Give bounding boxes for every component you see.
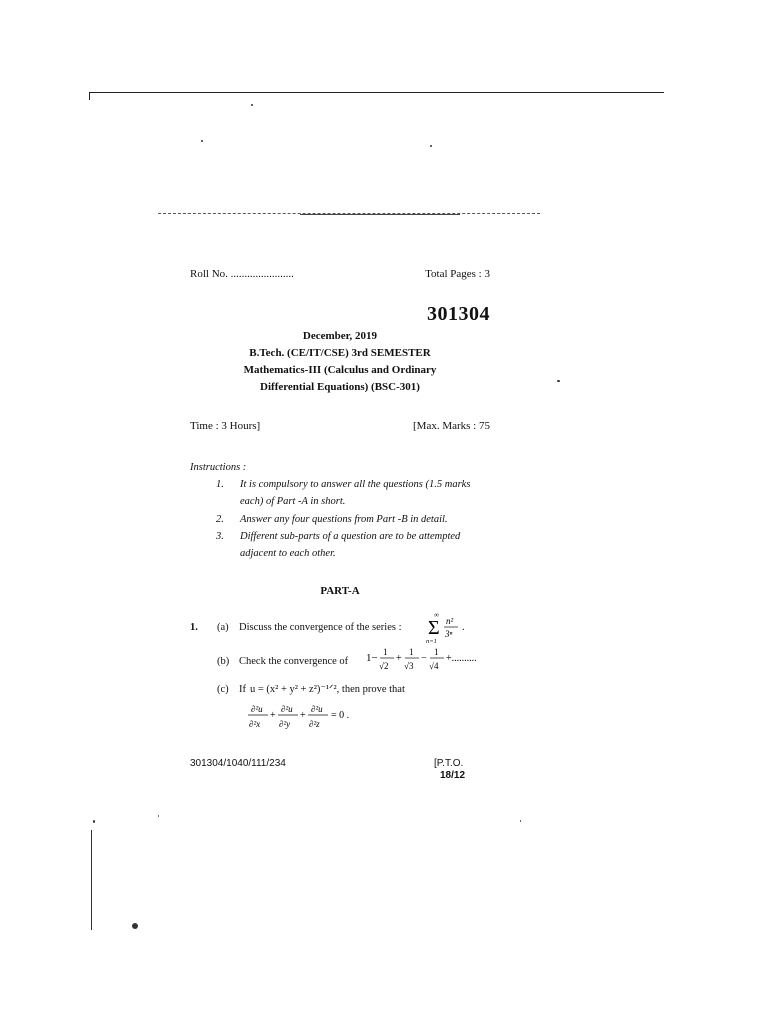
question-c-if: If [239, 684, 246, 695]
scan-speck [201, 140, 203, 142]
instruction-text [240, 476, 492, 510]
scan-speck [158, 815, 159, 817]
svg-text:∂²y: ∂²y [279, 719, 291, 729]
svg-text:+: + [300, 710, 306, 721]
footer-code: 301304/1040/111/234 [190, 758, 286, 769]
svg-text:+: + [270, 710, 276, 721]
exam-course: B.Tech. (CE/IT/CSE) 3rd SEMESTER [249, 347, 431, 359]
part-a-heading: PART-A [320, 585, 360, 597]
svg-text:n²: n² [446, 616, 454, 626]
question-c-text: u = (x² + y² + z²)⁻¹ᐟ², then prove that [250, 684, 405, 695]
scan-speck [520, 820, 521, 822]
instruction-number: 1. [216, 479, 224, 490]
instruction-number: 2. [216, 514, 224, 525]
svg-text:= 0 .: = 0 . [331, 710, 350, 721]
instruction-text [240, 528, 492, 562]
instruction-text: Answer any four questions from Part -B in detail. [240, 514, 448, 525]
scan-speck [430, 145, 432, 147]
svg-text:∂²u: ∂²u [311, 704, 323, 714]
exam-subject-line1: Mathematics-III (Calculus and Ordinary [243, 364, 437, 376]
svg-text:.: . [462, 622, 465, 633]
instruction-line: adjacent to each other. [240, 548, 336, 559]
svg-text:−: − [421, 653, 427, 664]
roll-no: Roll No. ....................... [190, 268, 294, 280]
svg-text:1: 1 [383, 647, 388, 657]
scan-speck [557, 380, 560, 382]
svg-text:3ⁿ: 3ⁿ [445, 629, 453, 639]
scan-speck [93, 820, 95, 823]
svg-text:1−: 1− [366, 652, 378, 664]
instructions-heading: Instructions : [190, 462, 247, 473]
series-formula [424, 608, 474, 648]
question-c-label: (c) [217, 684, 229, 695]
scan-solid-line [300, 214, 460, 215]
svg-text:∞: ∞ [434, 611, 439, 619]
footer-date: 18/12 [440, 770, 466, 781]
svg-text:+: + [396, 653, 402, 664]
question-b-text: Check the convergence of [239, 656, 349, 667]
question-a-label: (a) [217, 622, 229, 633]
svg-text:√2: √2 [379, 661, 389, 671]
svg-text:√4: √4 [429, 661, 439, 671]
scan-border-line [90, 92, 664, 93]
instruction-line: each) of Part -A in short. [240, 496, 346, 507]
laplace-equation [248, 700, 378, 738]
paper-code: 301304 [427, 303, 490, 325]
instruction-line: Different sub-parts of a question are to be attempted [240, 531, 461, 542]
max-marks: [Max. Marks : 75 [413, 420, 490, 432]
svg-text:∂²u: ∂²u [281, 704, 293, 714]
svg-text:1: 1 [434, 647, 439, 657]
exam-time: Time : 3 Hours] [190, 420, 261, 432]
exam-subject-line2: Differential Equations) (BSC-301) [260, 381, 420, 393]
scan-left-edge [91, 830, 92, 930]
question-b-label: (b) [217, 656, 230, 667]
question-a-text: Discuss the convergence of the series : [239, 622, 402, 633]
series-b-formula [366, 646, 491, 678]
exam-date: December, 2019 [302, 330, 378, 342]
scan-speck [251, 104, 253, 106]
total-pages: Total Pages : 3 [425, 268, 490, 280]
question-number: 1. [190, 622, 198, 633]
scan-speck [132, 923, 138, 929]
svg-text:√3: √3 [404, 661, 414, 671]
svg-text:1: 1 [409, 647, 414, 657]
svg-text:∂²u: ∂²u [251, 704, 263, 714]
instruction-line: It is compulsory to answer all the questions (1.5 marks [240, 479, 471, 490]
svg-text:Σ: Σ [428, 617, 440, 639]
svg-text:n=1: n=1 [426, 638, 437, 645]
instruction-number: 3. [216, 531, 224, 542]
svg-text:+..........: +.......... [446, 653, 477, 664]
svg-text:∂²z: ∂²z [309, 719, 320, 729]
scan-border-tick [89, 92, 90, 100]
footer-pto: [P.T.O. [434, 758, 464, 769]
footer-pto-block [430, 758, 490, 782]
svg-text:∂²x: ∂²x [249, 719, 261, 729]
